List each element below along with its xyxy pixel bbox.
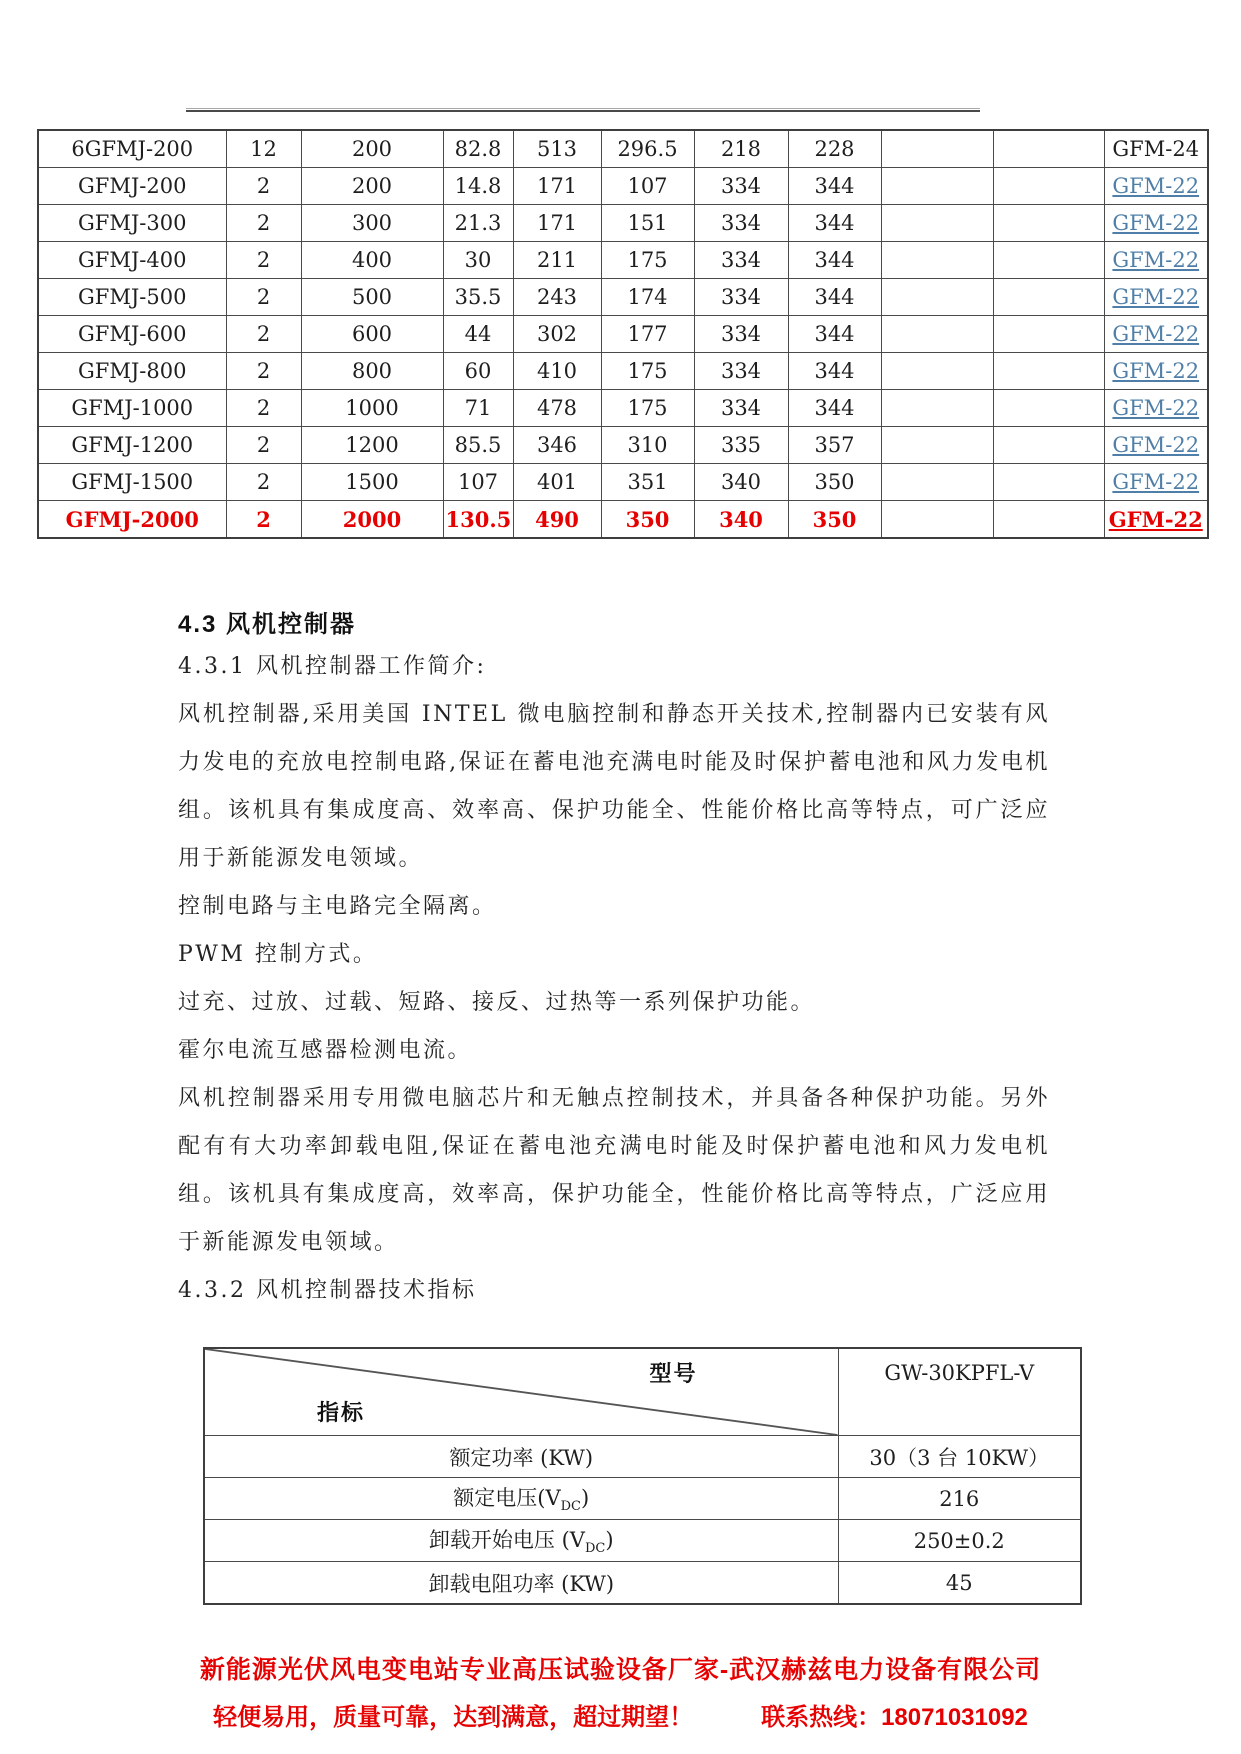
section-body	[178, 643, 1050, 1315]
table-cell: 107	[443, 464, 513, 501]
footer-slogan: 轻便易用，质量可靠，达到满意，超过期望！	[213, 1704, 694, 1731]
header-label-index: 指标	[317, 1400, 366, 1425]
spec-value-cell: 45	[838, 1562, 1081, 1605]
table-cell: 350	[601, 501, 694, 539]
paragraph-4: 过充、过放、过载、短路、接反、过热等一系列保护功能。	[178, 990, 816, 1015]
table-row	[204, 1562, 1081, 1605]
table-cell: 344	[788, 279, 881, 316]
table-cell: 400	[301, 242, 443, 279]
paragraph-sub1: 4.3.1 风机控制器工作简介:	[178, 654, 487, 679]
table-cell: 177	[601, 316, 694, 353]
table-cell: 2	[226, 427, 301, 464]
paragraph-3: PWM 控制方式。	[178, 942, 378, 967]
paragraph-2: 控制电路与主电路完全隔离。	[178, 894, 497, 919]
table-cell	[1104, 464, 1208, 501]
table-cell	[1104, 427, 1208, 464]
table-cell: 1500	[301, 464, 443, 501]
table-cell: 200	[301, 168, 443, 205]
table-cell: 228	[788, 130, 881, 168]
table-row	[204, 1436, 1081, 1478]
table-row	[38, 501, 1208, 539]
table-cell: 490	[513, 501, 601, 539]
table-cell: 401	[513, 464, 601, 501]
table-cell: 14.8	[443, 168, 513, 205]
table-cell: 21.3	[443, 205, 513, 242]
table-cell: 60	[443, 353, 513, 390]
table-cell: 174	[601, 279, 694, 316]
table-cell	[993, 242, 1104, 279]
table-cell: 2	[226, 390, 301, 427]
table-cell: 175	[601, 390, 694, 427]
footer-contact-line	[0, 1697, 1241, 1732]
spec-label-cell: 卸载电阻功率 (KW)	[204, 1562, 838, 1605]
table-cell: 2	[226, 501, 301, 539]
table-cell: GFMJ-600	[38, 316, 226, 353]
battery-spec-tbody	[38, 130, 1208, 538]
footer-company-line: 新能源光伏风电变电站专业高压试验设备厂家-武汉赫兹电力设备有限公司	[199, 1656, 1042, 1684]
table-cell: 151	[601, 205, 694, 242]
table-cell: 500	[301, 279, 443, 316]
table-cell	[993, 390, 1104, 427]
table-cell	[1104, 279, 1208, 316]
table-cell: 1200	[301, 427, 443, 464]
header-rule	[186, 108, 980, 112]
table-cell	[881, 353, 993, 390]
table-cell: 243	[513, 279, 601, 316]
gfm-link[interactable]: GFM-22	[1112, 396, 1200, 420]
spec-label-cell: 额定电压$(V_{DC})$	[204, 1478, 838, 1520]
spec-value-cell: 30（3 台 10KW）	[838, 1436, 1081, 1478]
table-cell: 410	[513, 353, 601, 390]
table-cell: GFMJ-1200	[38, 427, 226, 464]
table-cell	[1104, 353, 1208, 390]
paragraph-1: 风机控制器,采用美国 INTEL 微电脑控制和静态开关技术,控制器内已安装有风力发电的充放电控制电路,保证在蓄电池充满电时能及时保护蓄电池和风力发电机组。该机具有集成度高、效率高、保护功能全、性能价格比高等特点，可广泛应用于新能源发电领域。	[178, 702, 1050, 871]
table-cell	[1104, 205, 1208, 242]
table-cell	[993, 427, 1104, 464]
table-cell	[993, 130, 1104, 168]
table-cell: 85.5	[443, 427, 513, 464]
table-cell	[993, 279, 1104, 316]
table-row	[38, 353, 1208, 390]
spec-value-cell: 216	[838, 1478, 1081, 1520]
table-cell: 171	[513, 205, 601, 242]
table-cell: 82.8	[443, 130, 513, 168]
spec-label-cell: 额定功率 (KW)	[204, 1436, 838, 1478]
table-cell: 344	[788, 205, 881, 242]
table-cell: 71	[443, 390, 513, 427]
table-row	[38, 279, 1208, 316]
table-cell	[881, 279, 993, 316]
table-cell: GFMJ-800	[38, 353, 226, 390]
table-cell	[993, 168, 1104, 205]
table-cell: 2	[226, 464, 301, 501]
table-cell: 218	[694, 130, 788, 168]
controller-model-cell: GW-30KPFL-V	[838, 1348, 1081, 1436]
section-heading: 4.3 风机控制器	[178, 611, 357, 638]
gfm-link[interactable]: GFM-22	[1108, 506, 1203, 532]
table-cell	[881, 427, 993, 464]
table-cell: 2	[226, 205, 301, 242]
table-cell	[881, 130, 993, 168]
table-row	[38, 427, 1208, 464]
table-cell	[993, 205, 1104, 242]
table-row	[38, 464, 1208, 501]
table-cell: 334	[694, 316, 788, 353]
table-cell: GFMJ-2000	[38, 501, 226, 539]
table-row	[204, 1478, 1081, 1520]
table-cell: 346	[513, 427, 601, 464]
table-cell: 211	[513, 242, 601, 279]
gfm-link[interactable]: GFM-22	[1112, 433, 1200, 457]
table-row	[38, 130, 1208, 168]
table-cell: 171	[513, 168, 601, 205]
table-cell: 296.5	[601, 130, 694, 168]
subscript: DC	[584, 1541, 606, 1557]
table-cell: 357	[788, 427, 881, 464]
table-cell	[881, 501, 993, 539]
table-cell	[993, 316, 1104, 353]
gfm-link[interactable]: GFM-22	[1112, 359, 1200, 383]
table-cell: 344	[788, 316, 881, 353]
table-cell: 344	[788, 390, 881, 427]
table-cell: 344	[788, 168, 881, 205]
table-cell	[881, 242, 993, 279]
table-cell: 334	[694, 353, 788, 390]
paragraph-5: 霍尔电流互感器检测电流。	[178, 1038, 473, 1063]
table-cell: 351	[601, 464, 694, 501]
table-cell: 2	[226, 316, 301, 353]
footer-hotline: 联系热线：18071031092	[761, 1704, 1028, 1731]
header-label-model: 型号	[649, 1361, 698, 1386]
table-cell: 334	[694, 205, 788, 242]
table-cell: 513	[513, 130, 601, 168]
table-cell: GFMJ-1500	[38, 464, 226, 501]
spec-label-cell: 卸载开始电压 $(V_{DC})$	[204, 1520, 838, 1562]
table-row	[204, 1520, 1081, 1562]
table-cell: 200	[301, 130, 443, 168]
table-row	[38, 316, 1208, 353]
table-cell: 335	[694, 427, 788, 464]
table-cell: 600	[301, 316, 443, 353]
table-cell: 175	[601, 353, 694, 390]
table-row	[38, 390, 1208, 427]
gfm-link[interactable]: GFM-22	[1112, 174, 1200, 198]
table-cell: 130.5	[443, 501, 513, 539]
table-cell	[993, 353, 1104, 390]
table-cell: 2	[226, 242, 301, 279]
diagonal-line	[205, 1349, 838, 1435]
table-cell	[881, 168, 993, 205]
paragraph-6: 风机控制器采用专用微电脑芯片和无触点控制技术，并具备各种保护功能。另外配有有大功率卸载电阻,保证在蓄电池充满电时能及时保护蓄电池和风力发电机组。该机具有集成度高，效率高，保护功能全，性能价格比高等特点，广泛应用于新能源发电领域。	[178, 1086, 1050, 1255]
table-cell: 334	[694, 390, 788, 427]
table-cell: 6GFMJ-200	[38, 130, 226, 168]
controller-spec-table	[203, 1347, 1082, 1605]
table-cell	[881, 205, 993, 242]
table-cell: 2	[226, 168, 301, 205]
gfm-link[interactable]: GFM-22	[1112, 285, 1200, 309]
table-cell	[881, 390, 993, 427]
table-cell: 2	[226, 353, 301, 390]
table-cell: 1000	[301, 390, 443, 427]
table-cell: 2	[226, 279, 301, 316]
table-cell: 12	[226, 130, 301, 168]
table-cell: 30	[443, 242, 513, 279]
table-cell: 2000	[301, 501, 443, 539]
table-cell: 302	[513, 316, 601, 353]
table-cell: 175	[601, 242, 694, 279]
table-cell: 44	[443, 316, 513, 353]
table-cell: 350	[788, 464, 881, 501]
table-cell: 800	[301, 353, 443, 390]
paragraph-sub2: 4.3.2 风机控制器技术指标	[178, 1278, 477, 1303]
table-cell: 334	[694, 168, 788, 205]
table-cell: 310	[601, 427, 694, 464]
controller-header-row	[204, 1348, 1081, 1436]
table-cell: 344	[788, 353, 881, 390]
gfm-link[interactable]: GFM-22	[1112, 211, 1200, 235]
table-cell: 344	[788, 242, 881, 279]
table-cell: GFMJ-1000	[38, 390, 226, 427]
table-cell: GFMJ-300	[38, 205, 226, 242]
gfm-link[interactable]: GFM-22	[1112, 248, 1200, 272]
table-cell: 300	[301, 205, 443, 242]
diagonal-header-cell	[204, 1348, 838, 1436]
table-cell: 334	[694, 279, 788, 316]
table-cell	[993, 501, 1104, 539]
table-cell: 340	[694, 501, 788, 539]
table-cell: GFMJ-500	[38, 279, 226, 316]
table-cell	[881, 464, 993, 501]
table-cell: 35.5	[443, 279, 513, 316]
table-row	[38, 205, 1208, 242]
table-cell: 340	[694, 464, 788, 501]
table-cell	[993, 464, 1104, 501]
table-cell: 334	[694, 242, 788, 279]
table-cell	[1104, 316, 1208, 353]
table-cell: 478	[513, 390, 601, 427]
table-cell	[1104, 168, 1208, 205]
table-cell	[1104, 242, 1208, 279]
table-cell: GFMJ-200	[38, 168, 226, 205]
table-cell: 107	[601, 168, 694, 205]
battery-spec-table	[37, 129, 1209, 539]
table-cell	[1104, 390, 1208, 427]
gfm-link[interactable]: GFM-22	[1112, 322, 1200, 346]
spec-value-cell: 250±0.2	[838, 1520, 1081, 1562]
table-row	[38, 242, 1208, 279]
gfm-link[interactable]: GFM-22	[1112, 470, 1200, 494]
table-cell	[1104, 501, 1208, 539]
table-cell: GFM-24	[1104, 130, 1208, 168]
table-cell	[881, 316, 993, 353]
table-row	[38, 168, 1208, 205]
subscript: DC	[560, 1499, 582, 1515]
table-cell: 350	[788, 501, 881, 539]
table-cell: GFMJ-400	[38, 242, 226, 279]
